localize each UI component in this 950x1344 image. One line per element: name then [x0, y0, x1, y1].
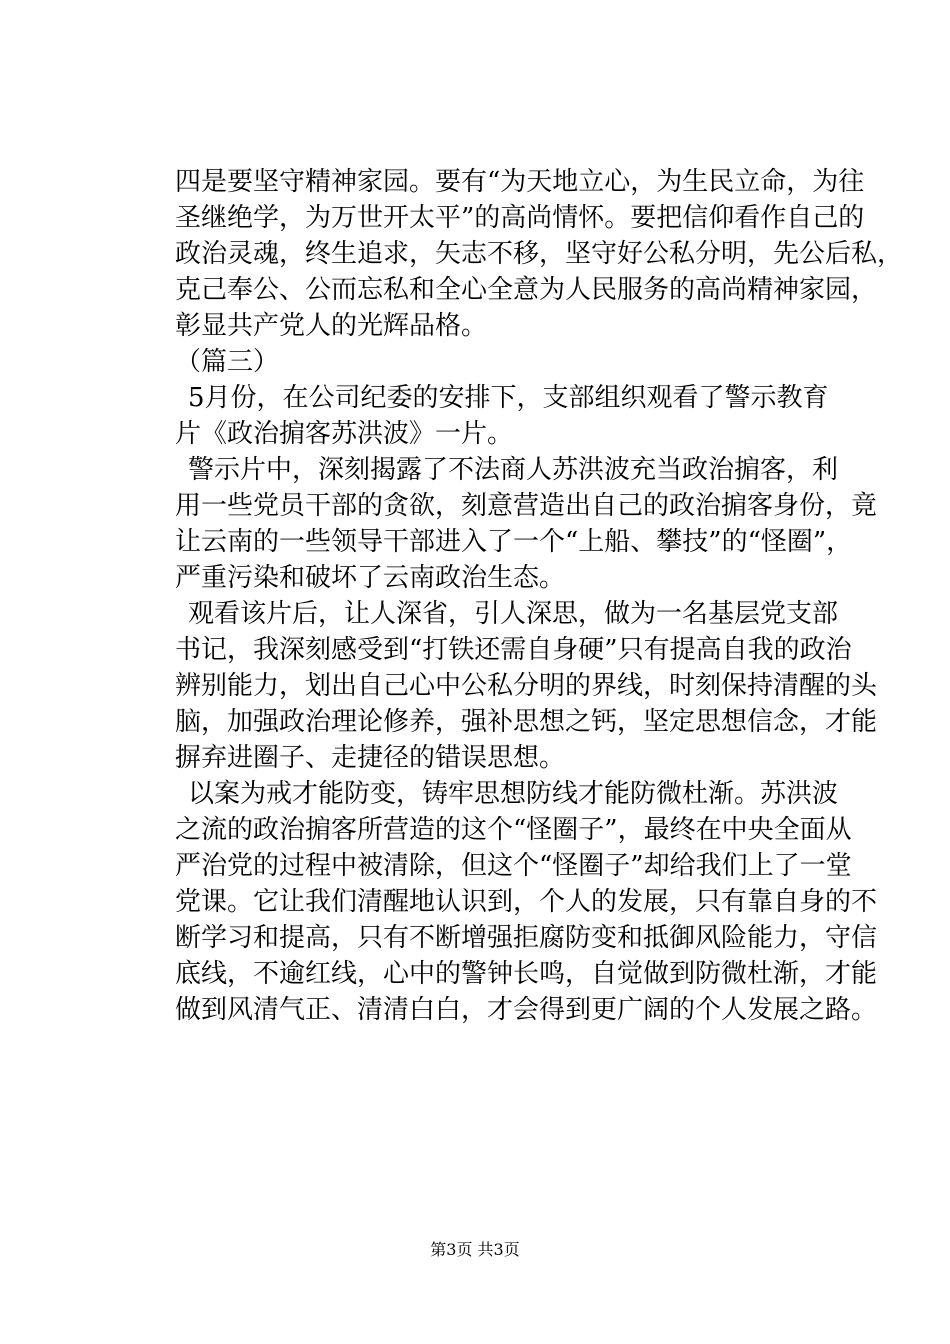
text-line: 摒弃进圈子、走捷径的错误思想。: [175, 743, 566, 773]
text-line: 断学习和提高，只有不断增强拒腐防变和抵御风险能力，守信: [175, 923, 878, 953]
text-line: 彰显共产党人的光辉品格。: [175, 311, 488, 341]
text-line: 片《政治掮客苏洪波》一片。: [175, 419, 514, 449]
text-line: 书记，我深刻感受到“打铁还需自身硬”只有提高自我的政治: [175, 635, 852, 665]
text-line: 5月份，在公司纪委的安排下，支部组织观看了警示教育: [188, 383, 829, 413]
text-line: 观看该片后，让人深省，引人深思，做为一名基层党支部: [188, 599, 839, 629]
text-line: 底线，不逾红线，心中的警钟长鸣，自觉做到防微杜渐，才能: [175, 959, 878, 989]
text-line: 警示片中，深刻揭露了不法商人苏洪波充当政治掮客，利: [188, 455, 839, 485]
text-line: 用一些党员干部的贪欲，刻意营造出自己的政治掮客身份，竟: [175, 491, 878, 521]
text-line: 做到风清气正、清清白白，才会得到更广阔的个人发展之路。: [175, 995, 878, 1025]
text-line: 以案为戒才能防变，铸牢思想防线才能防微杜渐。苏洪波: [188, 779, 839, 809]
text-line: 圣继绝学，为万世开太平”的高尚情怀。要把信仰看作自己的: [175, 203, 865, 233]
text-line: 严治党的过程中被清除，但这个“怪圈子”却给我们上了一堂: [175, 851, 852, 881]
text-line: 严重污染和破坏了云南政治生态。: [175, 563, 566, 593]
text-line: 党课。它让我们清醒地认识到，个人的发展，只有靠自身的不: [175, 887, 878, 917]
text-line: 脑，加强政治理论修养，强补思想之钙，坚定思想信念，才能: [175, 707, 878, 737]
text-line: 之流的政治掮客所营造的这个“怪圈子”，最终在中央全面从: [175, 815, 852, 845]
text-line: 四是要坚守精神家园。要有“为天地立心，为生民立命，为往: [175, 167, 865, 197]
document-body: [175, 164, 904, 1028]
text-line: 辨别能力，划出自己心中公私分明的界线，时刻保持清醒的头: [175, 671, 878, 701]
text-line: 克己奉公、公而忘私和全心全意为人民服务的高尚精神家园，: [175, 275, 878, 305]
section-heading: （篇三）: [175, 347, 280, 377]
page-footer: [0, 1240, 950, 1260]
page-number: 第3页 共3页: [430, 1240, 520, 1259]
text-line: 让云南的一些领导干部进入了一个“上船、攀技”的“怪圈”，: [175, 527, 853, 557]
text-line: 政治灵魂，终生追求，矢志不移，坚守好公私分明，先公后私，: [175, 239, 904, 269]
